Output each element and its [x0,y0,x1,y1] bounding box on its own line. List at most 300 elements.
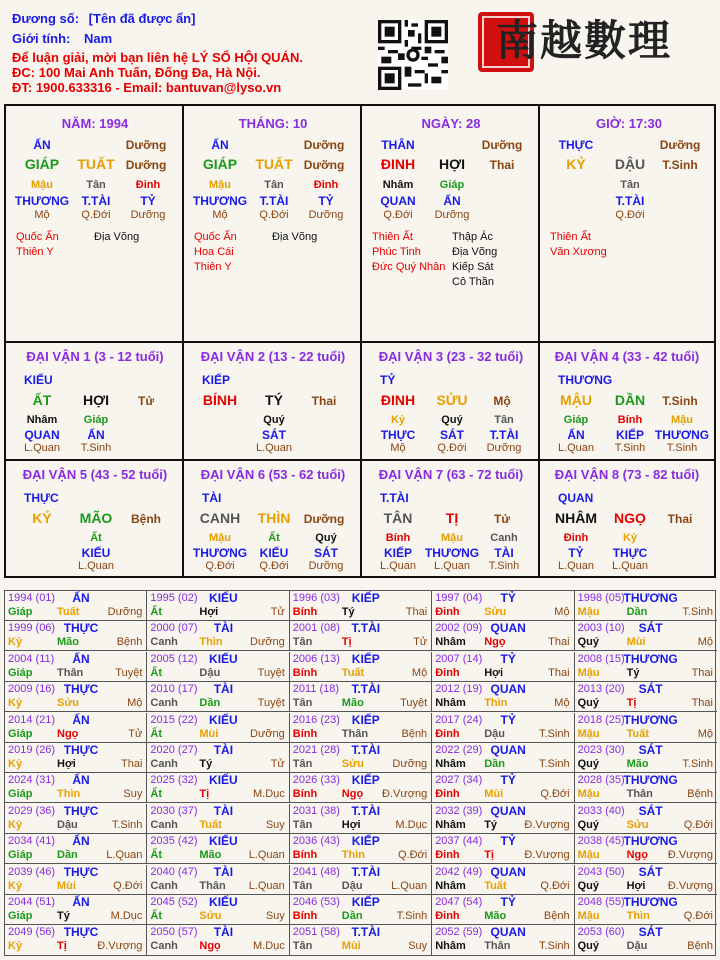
year-can: Giáp [8,788,33,801]
year-god: TỶ [500,773,516,788]
year-chi: Mùi [57,879,76,892]
header [0,0,720,104]
hidden-can: Giáp [439,179,465,191]
year-can: Bính [292,849,318,862]
year-label: 2030 (37) [150,804,198,817]
year-cell [432,895,574,925]
year-chi: Dần [484,758,505,770]
year-chi: Thân [341,727,369,740]
year-can: Bính [292,606,318,618]
year-god: TÀI [213,743,234,757]
year-can: Ất [150,666,162,679]
year-chi: Thân [199,879,226,892]
year-stage: Suy [408,940,428,953]
year-stage: Tuyệt [400,697,428,710]
year-can: Nhâm [435,879,466,892]
year-chi: Sửu [341,758,364,770]
year-can: Mậu [577,666,600,679]
qr-code-icon[interactable] [378,20,448,90]
dai-van-stage: Mộ [493,394,511,408]
hidden-god: ẤN [443,194,461,208]
dai-van-stage: Tử [137,394,155,408]
year-cell [575,591,717,621]
year-cell [5,713,147,743]
year-cell [432,865,574,895]
year-cell [147,591,289,621]
year-god: SÁT [638,682,663,697]
year-chi: Tý [484,818,498,831]
year-god: QUAN [490,864,526,879]
dai-van-chi: DẦN [614,392,646,408]
year-stage: Đ.Vượng [524,849,570,862]
year-label: 2029 (36) [8,804,56,817]
hidden-can: Tân [620,179,640,191]
star-right: Cô Thần [452,276,494,288]
hidden-stage: L.Quan [557,560,595,572]
star-left: Văn Xương [550,246,607,258]
star-left: Thiên Ất [372,231,413,243]
year-god: T.TÀI [351,682,381,697]
hidden-stage: Dưỡng [130,209,166,221]
year-god: ẤN [72,834,90,849]
dai-van-stage: Thai [311,394,337,408]
year-stage: T.Sinh [682,606,713,618]
hidden-god: SÁT [262,428,286,442]
year-cell [290,895,432,925]
year-can: Tân [292,758,313,770]
year-chi: Dậu [341,879,363,892]
year-label: 2033 (40) [577,804,625,817]
pillar-can: GIÁP [202,156,238,172]
year-god: THƯƠNG [623,651,678,666]
star-right: Địa Võng [94,231,140,243]
year-label: 2028 (35) [577,774,625,787]
year-god: THỰC [63,682,99,697]
hidden-stage: Q.Đới [383,209,413,221]
year-label: 2017 (24) [435,713,483,726]
hidden-god: QUAN [24,428,60,442]
year-cell [290,621,432,651]
year-label: 2012 (19) [435,683,483,696]
year-chi: Thìn [199,636,223,649]
year-chi: Mão [57,636,79,649]
year-god: TÀI [213,925,234,940]
year-cell [5,834,147,864]
year-can: Canh [150,636,178,649]
hidden-stage: Mộ [390,442,406,454]
year-chi: Ngọ [57,727,79,740]
hidden-god: QUAN [380,194,416,208]
year-cell [432,591,574,621]
year-cell [432,925,574,955]
hidden-stage: L.Quan [255,442,293,454]
year-cell [5,925,147,955]
year-stage: Đ.Vượng [667,879,713,892]
year-stage: Đ.Vượng [97,940,143,953]
hidden-god: SÁT [314,546,338,560]
star-left: Thiên Ất [550,231,591,243]
year-stage: T.Sinh [396,910,428,922]
year-cell [575,925,717,955]
hidden-can: Quý [315,532,337,544]
year-cell [147,652,289,682]
hidden-can: Nhâm [382,179,414,191]
year-chi: Dần [199,697,221,710]
hidden-god: KIẾP [383,546,413,560]
year-god: THỰC [63,803,99,818]
year-label: 2008 (15) [577,652,625,665]
year-god: QUAN [490,743,526,757]
hidden-god: T.TÀI [81,194,111,208]
hidden-can: Kỷ [390,414,406,426]
year-label: 2041 (48) [292,865,340,878]
year-god: TÀI [213,864,234,879]
dai-van-title: ĐẠI VẬN 1 (3 - 12 tuổi) [26,349,164,364]
star-right: Kiếp Sát [452,261,494,273]
year-stage: Bệnh [116,636,143,649]
year-chi: Tuất [626,727,649,740]
year-label: 1999 (06) [8,622,56,635]
year-label: 2035 (42) [150,835,198,848]
year-can: Đinh [435,849,460,862]
pillar-cell [184,106,362,343]
year-stage: Thai [548,636,570,649]
owner-line [12,11,195,26]
year-stage: Dưỡng [392,758,428,770]
year-chi: Ngọ [484,636,506,649]
dai-van-chi: NGỌ [614,510,646,526]
hidden-god: SÁT [440,428,464,442]
dai-van-god: TỶ [380,373,396,387]
pillar-title: GIỜ: 17:30 [595,116,663,131]
year-stage: L.Quan [248,879,285,892]
year-chi: Hợi [199,606,219,618]
pillar-title: NĂM: 1994 [61,116,129,131]
year-chi: Mùi [626,636,646,649]
star-right: Địa Võng [272,231,318,243]
pillar-chi: DẬU [614,156,646,172]
year-can: Quý [577,879,599,892]
hidden-stage: Q.Đới [437,442,467,454]
year-stage: Thai [691,697,713,710]
year-god: QUAN [490,682,526,697]
year-can: Canh [150,697,178,710]
year-can: Bính [292,666,318,679]
year-stage: Bệnh [401,727,428,740]
year-label: 1997 (04) [435,592,483,604]
year-cell [432,682,574,712]
year-chi: Mão [341,697,364,710]
dai-van-can: CANH [199,510,241,526]
year-stage: Tuyệt [257,697,285,710]
year-label: 2051 (58) [292,926,340,939]
year-can: Kỷ [8,758,23,770]
hidden-can: Đinh [563,532,589,544]
year-stage: Thai [120,758,143,770]
year-can: Đinh [435,910,460,922]
year-cell [575,621,717,651]
hidden-stage: T.Sinh [614,442,646,454]
year-label: 2006 (13) [292,652,340,665]
year-chi: Sửu [57,697,80,710]
dai-van-god: KIẾU [24,373,53,387]
year-stage: T.Sinh [111,818,143,831]
dai-van-cell [540,343,714,461]
year-can: Canh [150,879,178,892]
year-chi: Dần [341,910,363,922]
year-stage: Mộ [127,697,143,710]
year-chi: Dậu [626,940,648,953]
year-chi: Dậu [199,666,221,679]
year-cell [147,865,289,895]
year-god: THỰC [63,864,99,879]
hidden-can: Mậu [209,532,231,544]
year-cell [290,591,432,621]
hidden-stage: T.Sinh [80,442,112,454]
year-label: 2013 (20) [577,683,625,696]
hidden-can: Đinh [135,179,161,191]
year-stage: Mộ [554,606,570,618]
hidden-stage: L.Quan [23,442,61,454]
year-can: Nhâm [435,940,466,953]
year-label: 2025 (32) [150,774,198,787]
year-god: T.TÀI [351,743,381,757]
year-cell [5,743,147,773]
year-can: Giáp [8,606,33,618]
year-chi: Thân [57,666,84,679]
hidden-stage: Q.Đới [205,560,235,572]
year-chi: Hợi [626,879,646,892]
year-can: Nhâm [435,697,466,710]
year-stage: Tuyệt [115,666,143,679]
year-cell [147,804,289,834]
hidden-can: Tân [494,414,514,426]
year-cell [575,773,717,803]
year-label: 2046 (53) [292,896,340,908]
year-stage: Đ.Vượng [382,788,428,801]
star-left: Quốc Ấn [194,231,237,243]
year-stage: L.Quan [248,849,285,862]
year-stage: Q.Đới [540,788,570,801]
star-left: Thiên Y [16,246,54,258]
pillar-chi: TUẤT [77,156,115,172]
year-cell [575,682,717,712]
year-god: SÁT [638,864,663,879]
year-label: 2020 (27) [150,744,198,756]
hidden-god: TỶ [568,546,584,560]
year-stage: T.Sinh [539,727,570,740]
year-label: 2050 (57) [150,926,198,939]
year-stage: Bệnh [687,788,713,801]
hidden-can: Tân [264,179,284,191]
year-stage: Đ.Vượng [667,849,713,862]
year-label: 2045 (52) [150,896,198,908]
hidden-can: Mậu [441,532,463,544]
hidden-can: Quý [263,414,285,426]
year-can: Ất [150,849,162,862]
year-stage: Tử [270,606,285,618]
dai-van-cell [6,461,184,576]
year-god: TÀI [213,803,234,818]
year-stage: Q.Đới [113,879,143,892]
year-stage: Dưỡng [107,606,143,618]
year-can: Mậu [577,727,600,740]
hidden-god: TỶ [318,194,334,208]
year-can: Đinh [435,606,460,618]
year-chi: Tuất [57,606,80,618]
year-stage: Mộ [411,666,428,679]
dai-van-stage: Dưỡng [303,512,345,526]
star-right: Thập Ác [452,231,493,243]
year-label: 2000 (07) [150,622,198,635]
hidden-god: T.TÀI [615,194,645,208]
star-left: Quốc Ấn [16,231,59,243]
dai-van-cell [6,343,184,461]
year-cell [575,834,717,864]
hidden-god: T.TÀI [489,428,519,442]
year-cell [432,743,574,773]
hidden-god: THỰC [612,546,648,560]
hidden-can: Bính [385,532,411,544]
year-chi: Tị [484,849,494,862]
gender-line [12,31,112,46]
hidden-stage: T.Sinh [488,560,520,572]
dai-van-stage: Bệnh [131,512,161,526]
year-cell [290,865,432,895]
hidden-god: THƯƠNG [192,546,248,560]
year-cell [432,804,574,834]
pillar-can: KỶ [566,156,586,172]
pillar-god-stage: Dưỡng [659,138,701,152]
year-god: SÁT [638,803,663,818]
pillar-stage: Dưỡng [125,158,167,172]
year-chi: Dần [626,606,648,618]
year-chi: Dậu [484,727,505,740]
year-stage: Mộ [697,636,713,649]
year-can: Canh [150,758,178,770]
year-can: Tân [292,879,313,892]
hidden-stage: Q.Đới [259,209,289,221]
year-label: 2048 (55) [577,896,625,908]
year-cell [290,804,432,834]
year-can: Đinh [435,727,460,740]
year-chi: Tị [57,940,67,953]
year-stage: Mộ [697,727,713,740]
pillar-god-stage: Dưỡng [303,138,345,152]
year-chi: Mão [484,910,507,922]
year-god: THƯƠNG [623,712,678,727]
year-god: TỶ [500,591,516,605]
year-chi: Tý [199,758,213,770]
year-label: 2031 (38) [292,804,340,817]
year-chi: Thân [484,940,511,953]
dai-van-chi: TÝ [265,392,283,408]
year-cell [147,743,289,773]
dai-van-god: THỰC [24,491,59,505]
pillar-stage: Thai [489,158,515,172]
year-cell [147,713,289,743]
year-label: 2018 (25) [577,713,625,726]
year-god: THƯƠNG [623,773,678,788]
year-chi: Thìn [484,697,508,710]
year-chi: Dậu [57,818,78,831]
year-cell [290,773,432,803]
star-right: Địa Võng [452,246,498,258]
dai-van-can: BÍNH [202,392,238,408]
year-cell [432,773,574,803]
year-can: Đinh [435,666,460,679]
year-chi: Tuất [341,666,365,679]
hidden-can: Mậu [31,179,53,191]
year-stage: L.Quan [391,879,428,892]
year-can: Giáp [8,727,33,740]
year-can: Bính [292,727,318,740]
year-cell [5,591,147,621]
year-cell [147,682,289,712]
phone-email-line[interactable]: ĐT: 1900.633316 - Email: bantuvan@lyso.vn [12,80,282,95]
year-label: 2047 (54) [435,896,483,908]
year-can: Ất [150,788,162,801]
year-stage: Dưỡng [250,727,285,740]
year-chi: Thìn [626,910,650,922]
hidden-god: THƯƠNG [654,428,710,442]
year-god: THƯƠNG [623,895,678,909]
hidden-god: ẤN [567,428,585,442]
year-god: TỶ [500,895,516,909]
dai-van-god: TÀI [202,491,222,505]
year-chi: Tị [341,636,352,649]
year-chi: Tý [341,606,355,618]
year-label: 2004 (11) [8,652,55,665]
year-god: THỰC [63,621,99,636]
hidden-god: KIẾU [259,546,289,560]
pillar-god: THÂN [381,138,415,152]
year-can: Quý [577,697,599,710]
contact-line: Để luận giải, mời bạn liên hệ LÝ SỐ HỘI QUÁN. [12,50,303,65]
year-god: KIẾU [209,651,238,666]
year-stage: Tử [270,758,285,770]
pillar-god: ẤN [33,138,51,152]
year-label: 2024 (31) [8,774,56,787]
address-line: ĐC: 100 Mai Anh Tuấn, Đống Đa, Hà Nội. [12,65,261,80]
year-stage: L.Quan [106,849,143,862]
year-chi: Mùi [341,940,361,953]
dai-van-god: T.TÀI [380,491,409,505]
year-chi: Dần [57,849,78,862]
year-stage: Q.Đới [397,849,428,862]
year-label: 2007 (14) [435,652,483,665]
pillar-god-stage: Dưỡng [125,138,167,152]
year-chi: Ngọ [199,940,221,953]
dai-van-can: TÂN [383,510,413,526]
year-cell [147,834,289,864]
year-can: Tân [292,818,313,831]
year-chi: Thìn [341,849,366,862]
year-label: 2003 (10) [577,622,625,635]
year-god: TỶ [500,712,516,727]
year-can: Bính [292,788,318,801]
year-label: 2038 (45) [577,835,625,848]
dai-van-cell [184,343,362,461]
year-label: 2039 (46) [8,865,56,878]
year-stage: Thai [691,666,713,679]
year-label: 2009 (16) [8,683,56,696]
owner-value: [Tên đã được ẩn] [88,11,196,26]
year-stage: Thai [548,666,570,679]
year-label: 2005 (12) [150,652,198,665]
hidden-god: KIẾP [615,428,645,442]
year-stage: Suy [265,910,285,922]
